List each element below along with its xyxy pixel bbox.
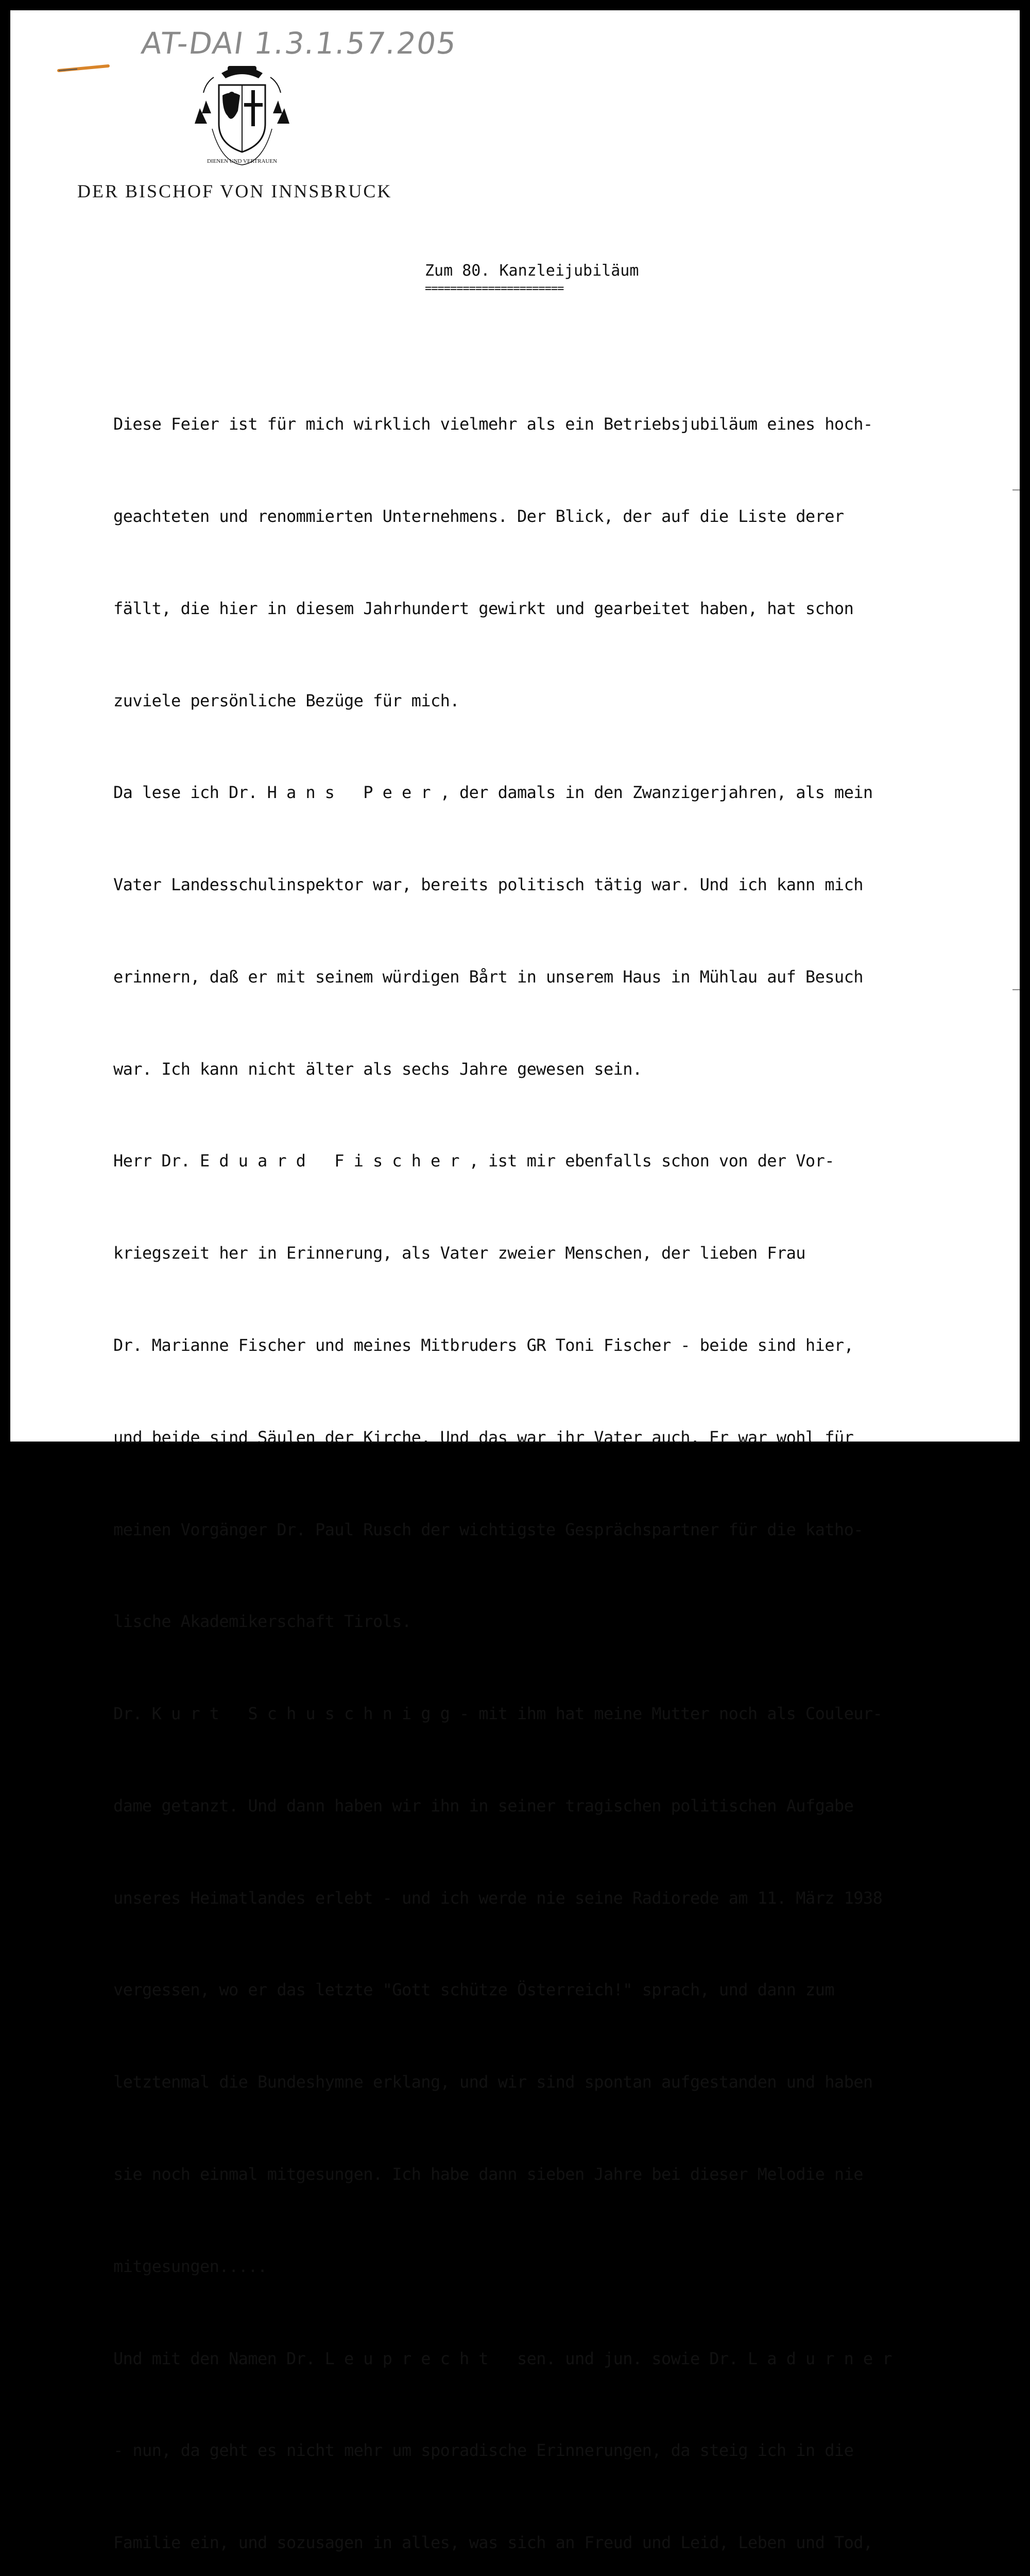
letter-body [113,348,978,2576]
body-line: mitgesungen..... [113,2256,267,2276]
body-line: Diese Feier ist für mich wirklich vielmehr als ein Betriebsjubiläum eines hoch- [113,414,873,434]
document-page [10,10,1020,2553]
archive-reference-mark: AT-DAI 1.3.1.57.205 [139,26,459,61]
body-line: zuviele persönliche Bezüge für mich. [113,690,459,710]
body-line: letztenmal die Bundeshymne erklang, und wir sind spontan aufgestanden und haben [113,2072,873,2092]
body-line: Dr. K u r t S c h u s c h n i g g - mit ihm hat meine Mutter noch als Couleur- [113,1704,883,1724]
body-line: Vater Landesschulinspektor war, bereits politisch tätig war. Und ich kann mich [113,875,863,895]
body-line: Familie ein, und sozusagen in alles, was sich an Freud und Leid, Leben und Tod, [113,2533,873,2553]
body-line: fällt, die hier in diesem Jahrhundert gewirkt und gearbeitet haben, hat schon [113,598,854,618]
body-line: meinen Vorgänger Dr. Paul Rusch der wichtigste Gesprächspartner für die katho- [113,1519,863,1539]
letterhead-title: DER BISCHOF VON INNSBRUCK [77,181,392,201]
pencil-mark-decoration [57,64,113,73]
body-line: unseres Heimatlandes erlebt - und ich werde nie seine Radiorede am 11. März 1938 [113,1888,883,1908]
title-underline: ====================== [425,282,564,295]
body-line: geachteten und renommierten Unternehmens. Der Blick, der auf die Liste derer [113,506,844,526]
body-line: Da lese ich Dr. H a n s P e e r , der damals in den Zwanzigerjahren, als mein [113,783,873,803]
body-line: und beide sind Säulen der Kirche. Und das war ihr Vater auch. Er war wohl für [113,1427,854,1447]
document-title: Zum 80. Kanzleijubiläum [425,262,639,280]
margin-mark [1012,489,1020,490]
body-line: Herr Dr. E d u a r d F i s c h e r , ist mir ebenfalls schon von der Vor- [113,1151,834,1171]
body-line: Dr. Marianne Fischer und meines Mitbruders GR Toni Fischer - beide sind hier, [113,1335,854,1355]
body-line: lische Akademikerschaft Tirols. [113,1612,411,1632]
body-line: erinnern, daß er mit seinem würdigen Bårt in unserem Haus in Mühlau auf Besuch [113,967,863,987]
body-line: sie noch einmal mitgesungen. Ich habe dann sieben Jahre bei dieser Melodie nie [113,2164,863,2184]
body-line: - nun, da geht es nicht mehr um sporadische Erinnerungen, da steig ich in die [113,2441,854,2461]
body-line: kriegszeit her in Erinnerung, als Vater zweier Menschen, der lieben Frau [113,1243,805,1263]
svg-text:DIENEN UND VERTRAUEN: DIENEN UND VERTRAUEN [207,158,278,164]
body-line: vergessen, wo er das letzte "Gott schütze Österreich!" sprach, und dann zum [113,1980,834,2000]
margin-mark [1012,989,1020,990]
body-line: dame getanzt. Und dann haben wir ihn in seiner tragischen politischen Aufgabe [113,1795,854,1816]
bishop-coat-of-arms-icon [191,62,294,170]
body-line: Und mit den Namen Dr. L e u p r e c h t sen. und jun. sowie Dr. L a d u r n e r [113,2348,892,2368]
body-line: war. Ich kann nicht älter als sechs Jahre gewesen sein. [113,1059,642,1079]
